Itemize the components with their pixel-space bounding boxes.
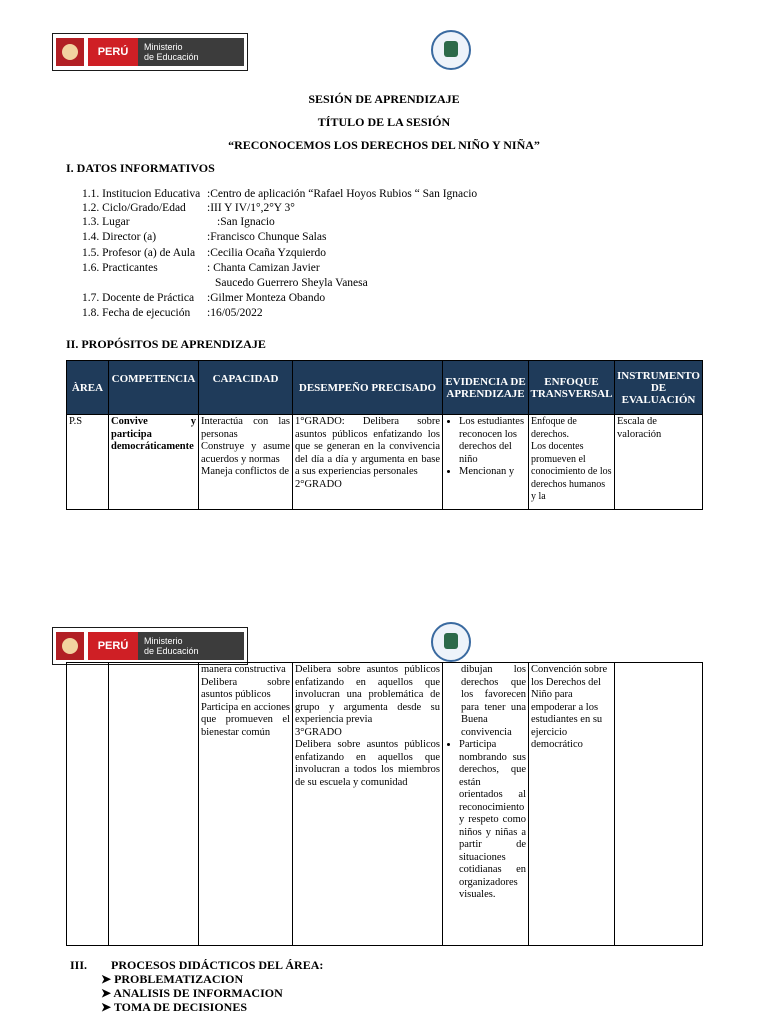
arrow-bullet-icon: ➤ [101, 986, 114, 1000]
info-value: :San Ignacio [217, 216, 275, 228]
list-item: • Participa nombrando sus derechos, que están orientados al reconocimiento y respeto como niños y niñas a partir de situaciones cotidianas en organizadores visuales. [459, 739, 526, 902]
info-label: 1.2. Ciclo/Grado/Edad [82, 202, 186, 214]
info-label: 1.3. Lugar [82, 216, 130, 228]
session-subtitle: TÍTULO DE LA SESIÓN [317, 115, 451, 129]
arrow-bullet-icon: ➤ [101, 972, 115, 986]
school-seal-icon [431, 30, 471, 70]
process-item: ➤ PROBLEMATIZACION [101, 972, 244, 986]
peru-shield-icon [56, 38, 84, 66]
info-value: Saucedo Guerrero Sheyla Vanesa [215, 277, 368, 289]
header-desempeno: DESEMPEÑO PRECISADO [293, 361, 443, 415]
arrow-bullet-icon: ➤ [101, 1000, 114, 1014]
peru-label: PERÚ [88, 38, 138, 66]
header-evidencia: EVIDENCIA DE APRENDIZAJE [443, 361, 529, 415]
cell-instrumento: Escala de valoración [615, 415, 703, 510]
info-label: 1.8. Fecha de ejecución [82, 307, 191, 319]
info-value: :16/05/2022 [207, 307, 263, 319]
header-enfoque: ENFOQUE TRANSVERSAL [529, 361, 615, 415]
propositos-table [66, 360, 703, 510]
minedu-logo [52, 33, 248, 71]
peru-label: PERÚ [88, 632, 138, 660]
cell-competencia: Convive y participa democráticamente [109, 415, 199, 510]
cell-capacidad: Interactúa con las personas Construye y asume acuerdos y normas Maneja conflictos de [199, 415, 293, 510]
info-value: :Gilmer Monteza Obando [207, 292, 326, 304]
minedu-logo [52, 627, 248, 665]
cell-enfoque: Enfoque de derechos. Los docentes promueven el conocimiento de los derechos humanos y la [529, 415, 615, 510]
propositos-table-continued [66, 662, 703, 946]
cell-evidencia [443, 415, 529, 510]
cell-competencia [109, 663, 199, 946]
cell-enfoque: Convención sobre los Derechos del Niño para empoderar a los estudiantes en su ejercicio democrático [529, 663, 615, 946]
cell-capacidad: manera constructiva Delibera sobre asuntos públicos Participa en acciones que promueven el bienestar común [199, 663, 293, 946]
list-item: • Mencionan y [459, 466, 526, 479]
info-value: :III Y IV/1°,2°Y 3° [207, 202, 295, 214]
evidencia-continued: dibujan los derechos que los favorecen para tener una Buena convivencia [461, 664, 526, 738]
info-value: : Chanta Camizan Javier [207, 262, 320, 274]
header-area: ÀREA [67, 361, 109, 415]
info-label: 1.4. Director (a) [82, 231, 157, 243]
cell-evidencia [443, 663, 529, 946]
info-value: :Francisco Chunque Salas [207, 231, 327, 243]
cell-desempeno: 1°GRADO: Delibera sobre asuntos públicos enfatizando los que se generan en la convivencia del día a día y argumenta en base a sus experiencias personales 2°GRADO [293, 415, 443, 510]
header-competencia: COMPETENCIA [109, 361, 199, 415]
ministerio-label: Ministerio de Educación [138, 632, 244, 660]
info-label: 1.7. Docente de Práctica [82, 292, 195, 304]
peru-shield-icon [56, 632, 84, 660]
info-label: 1.5. Profesor (a) de Aula [82, 247, 196, 259]
process-item: ➤ ANALISIS DE INFORMACION [101, 986, 283, 1000]
section-propositos: II. PROPÓSITOS DE APRENDIZAJE [66, 337, 266, 351]
info-label: 1.1. Institucion Educativa [82, 188, 201, 200]
process-item: ➤ TOMA DE DECISIONES [101, 1000, 247, 1014]
section-datos-informativos: I. DATOS INFORMATIVOS [66, 161, 215, 175]
evidencia-list [445, 739, 526, 902]
header-instrumento: INSTRUMENTO DE EVALUACIÓN [615, 361, 703, 415]
header-capacidad: CAPACIDAD [199, 361, 293, 415]
info-value: :Cecilia Ocaña Yzquierdo [207, 247, 326, 259]
list-item: • Los estudiantes reconocen los derechos del niño [459, 416, 526, 466]
section-procesos: III. PROCESOS DIDÁCTICOS DEL ÁREA: [70, 958, 324, 972]
info-label: 1.6. Practicantes [82, 262, 158, 274]
session-name: “RECONOCEMOS LOS DERECHOS DEL NIÑO Y NIÑA” [228, 138, 540, 152]
info-value: :Centro de aplicación “Rafael Hoyos Rubios “ San Ignacio [207, 188, 478, 200]
cell-instrumento [615, 663, 703, 946]
cell-desempeno: Delibera sobre asuntos públicos enfatizando en aquellos que involucran una problemática de grupo y argumenta desde su experiencia previa 3°GRADO Delibera sobre asuntos públicos enfatizando en aquellos que involucran a todos los miembros de su escuela y comunidad [293, 663, 443, 946]
session-title: SESIÓN DE APRENDIZAJE [308, 92, 460, 106]
cell-area: P.S [67, 415, 109, 510]
school-seal-icon [431, 622, 471, 662]
cell-area [67, 663, 109, 946]
ministerio-label: Ministerio de Educación [138, 38, 244, 66]
evidencia-list [445, 416, 526, 479]
